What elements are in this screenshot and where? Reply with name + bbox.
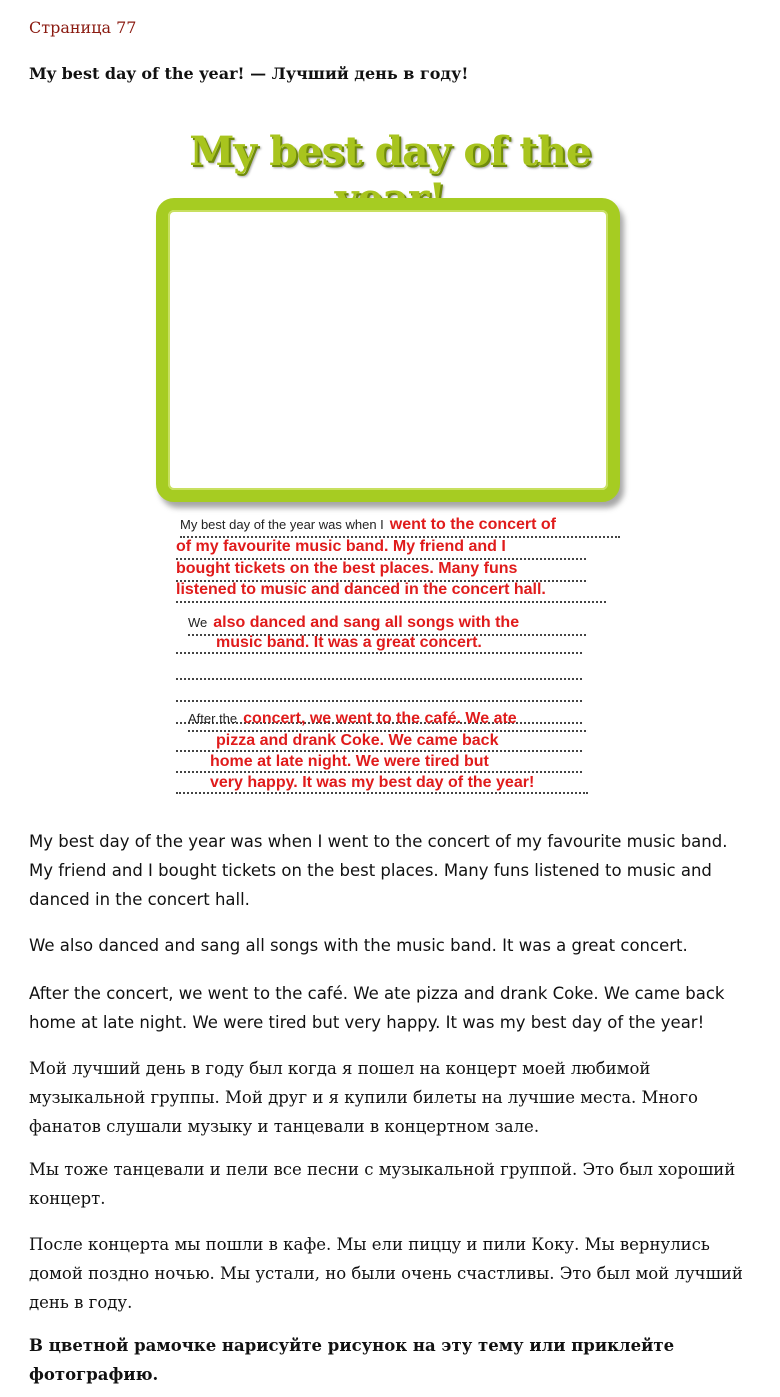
drawing-frame (156, 198, 620, 502)
worksheet-line (176, 560, 586, 582)
page-reference: Страница 77 (29, 18, 137, 37)
worksheet-line (176, 774, 588, 794)
worksheet-line (176, 581, 606, 603)
line-answer: very happy. It was my best day of the year! (210, 774, 535, 791)
line-answer: went to the concert of (389, 516, 557, 533)
russian-paragraph: После концерта мы пошли в кафе. Мы ели пиццу и пили Коку. Мы вернулись домой поздно ночью. Мы устали, но были очень счастливы. Это был мой лучший день в году. (29, 1235, 743, 1312)
line-answer: pizza and drank Coke. We came back (216, 732, 499, 749)
line-answer: also danced and sang all songs with the (213, 614, 520, 631)
line-prefix: My best day of the year was when I (180, 517, 384, 532)
worksheet-empty-line (176, 680, 582, 702)
page-heading: My best day of the year! — Лучший день в году! (29, 64, 469, 83)
worksheet-line (176, 538, 586, 560)
worksheet-empty-line (176, 658, 582, 680)
worksheet-image (140, 118, 640, 808)
russian-paragraph: Мы тоже танцевали и пели все песни с музыкальной группой. Это был хороший концерт. (29, 1160, 736, 1208)
english-paragraph: My best day of the year was when I went to the concert of my favourite music band. My friend and I bought tickets on the best places. Many funs listened to music and danced in the concert hall. (29, 832, 728, 909)
line-answer: of my favourite music band. My friend and I (176, 538, 506, 555)
worksheet-line (176, 753, 582, 773)
line-answer: concert, we went to the café. We ate (243, 710, 517, 727)
line-answer: home at late night. We were tired but (210, 753, 489, 770)
line-prefix: We (188, 615, 208, 630)
worksheet-line (188, 614, 586, 636)
line-answer: music band. It was a great concert. (216, 634, 482, 651)
line-prefix: After the (188, 711, 238, 726)
english-paragraph: After the concert, we went to the café. We ate pizza and drank Coke. We came back home at late night. We were tired but very happy. It was my best day of the year! (29, 984, 725, 1032)
task-instruction: В цветной рамочке нарисуйте рисунок на эту тему или приклейте фотографию. (29, 1336, 675, 1384)
line-answer: listened to music and danced in the concert hall. (176, 581, 546, 598)
english-paragraph: We also danced and sang all songs with the music band. It was a great concert. (29, 936, 688, 955)
worksheet-line (176, 634, 582, 654)
worksheet-line (180, 516, 620, 538)
worksheet-line (176, 732, 582, 752)
worksheet-title: My best day of the (189, 128, 591, 175)
line-answer: bought tickets on the best places. Many funs (176, 560, 518, 577)
worksheet-line (188, 710, 586, 732)
russian-paragraph: Мой лучший день в году был когда я пошел на концерт моей любимой музыкальной группы. Мой друг и я купили билеты на лучшие места. Много фанатов слушали музыку и танцевали в концертном зале. (29, 1059, 698, 1136)
